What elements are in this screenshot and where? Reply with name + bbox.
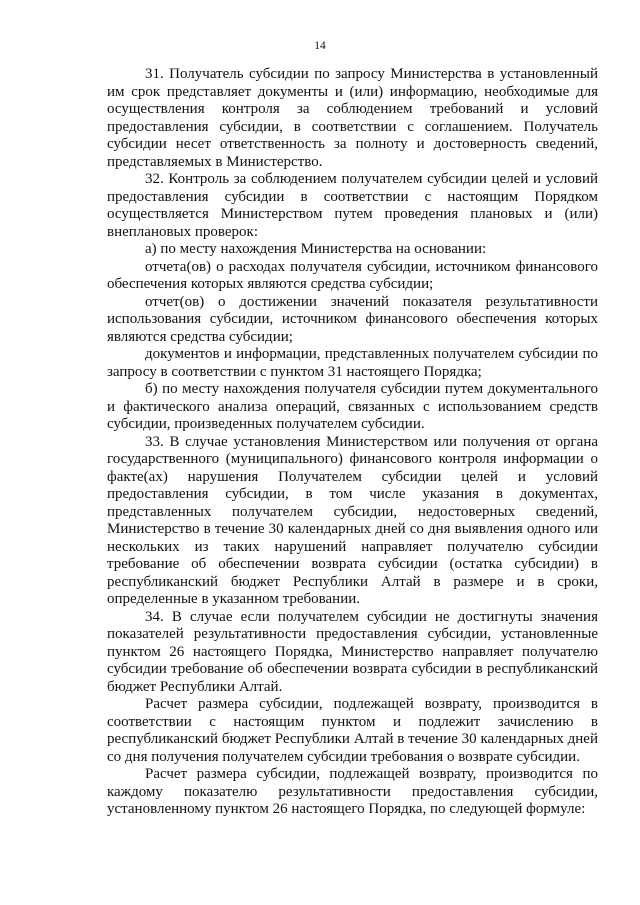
paragraph-34-refund-calculation: Расчет размера субсидии, подлежащей возврату, производится в соответствии с настоящим пунктом и подлежит зачислению в республиканский бюджет Республики Алтай в течение 30 календарных дней со дня получения получателем субсидии требования о возврате субсидии. <box>107 696 598 765</box>
paragraph-32a-reports-indicators: отчет(ов) о достижении значений показателя результативности использования субсидии, источником финансового обеспечения которых являются средства субсидии; <box>107 293 598 345</box>
paragraph-32: 32. Контроль за соблюдением получателем субсидии целей и условий предоставления субсидии в соответствии с настоящим Порядком осуществляется Министерством путем проведения плановых и (или) внеплановых проверок: <box>107 171 598 240</box>
paragraph-32b: б) по месту нахождения получателя субсидии путем документального и фактического анализа операций, связанных с использованием средств субсидии, произведенных получателем субсидии. <box>107 381 598 432</box>
paragraph-32a-reports-expenses: отчета(ов) о расходах получателя субсидии, источником финансового обеспечения которых являются средства субсидии; <box>107 258 598 292</box>
paragraph-33: 33. В случае установления Министерством или получения от органа государственного (муниципального) финансового контроля информации о факте(ах) нарушения Получателем субсидии целей и условий предоставления субсидии, в том числе указания в документах, представленных получателем субсидии, недостоверных сведений, Министерство в течение 30 календарных дней со дня выявления одного или нескольких из таких нарушений направляет получателю субсидии требование об обеспечении возврата субсидии (остатка субсидии) в республиканский бюджет Республики Алтай в размере и в сроки, определенные в указанном требовании. <box>107 433 598 607</box>
document-body <box>107 66 598 819</box>
paragraph-34-formula-intro: Расчет размера субсидии, подлежащей возврату, производится по каждому показателю результативности предоставления субсидии, установленному пунктом 26 настоящего Порядка, по следующей формуле: <box>107 766 598 817</box>
paragraph-31: 31. Получатель субсидии по запросу Министерства в установленный им срок представляет документы и (или) информацию, необходимые для осуществления контроля за соблюдением требований и условий предоставления субсидии, в соответствии с соглашением. Получатель субсидии несет ответственность за полноту и достоверность сведений, представляемых в Министерство. <box>107 66 598 170</box>
paragraph-34: 34. В случае если получателем субсидии не достигнуты значения показателей результативности предоставления субсидии, установленные пунктом 26 настоящего Порядка, Министерство направляет получателю субсидии требование об обеспечении возврата субсидии в республиканский бюджет Республики Алтай. <box>107 608 598 695</box>
page-number: 14 <box>314 40 326 52</box>
paragraph-32a: а) по месту нахождения Министерства на основании: <box>145 241 487 257</box>
paragraph-32a-documents: документов и информации, представленных получателем субсидии по запросу в соответствии с пунктом 31 настоящего Порядка; <box>107 346 598 380</box>
